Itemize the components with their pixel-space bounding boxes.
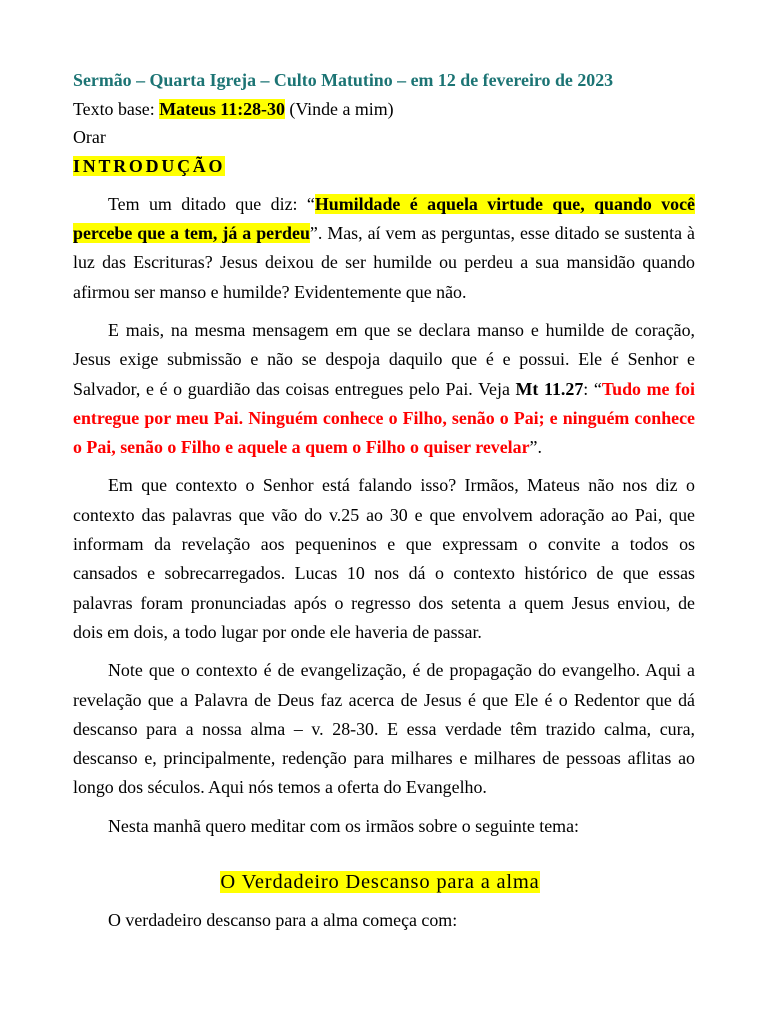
- paragraph-line: informam da revelação aos pequeninos e que expressam o convite a todos os: [73, 534, 695, 555]
- base-text-subtitle: (Vinde a mim): [284, 98, 394, 119]
- text-run: Tem um ditado que diz: “: [108, 193, 315, 214]
- intro-paragraph-4: [73, 656, 695, 802]
- section-title-line: [73, 152, 695, 181]
- paragraph-line: Em que contexto o Senhor está falando isso? Irmãos, Mateus não nos diz o: [108, 475, 695, 496]
- paragraph-line: dois em dois, a todo lugar por onde ele haveria de passar.: [73, 621, 482, 642]
- paragraph-line: luz das Escrituras? Jesus deixou de ser humilde ou perdeu a sua mansidão quando: [73, 252, 695, 273]
- paragraph-line: palavras foram pronunciadas após o regresso dos setenta a quem Jesus enviou, de: [73, 592, 695, 613]
- text-run: ”. Mas, aí vem as perguntas, esse ditado se sustenta à: [309, 223, 695, 244]
- document-page: [73, 66, 695, 935]
- base-text-label: Texto base:: [73, 98, 160, 119]
- intro-paragraph-5: [73, 812, 695, 841]
- base-text-reference: Mateus 11:28-30: [159, 98, 285, 119]
- base-text-line: [73, 95, 695, 124]
- paragraph-line: cansados e sobrecarregados. Lucas 10 nos dá o contexto histórico de que essas: [73, 563, 695, 584]
- scripture-quote: Tudo me foi: [601, 378, 695, 399]
- paragraph-line: longo dos séculos. Aqui nós temos a oferta do Evangelho.: [73, 777, 487, 798]
- paragraph-line: [73, 404, 695, 433]
- highlighted-quote: Humildade é aquela virtude que, quando você: [314, 193, 696, 214]
- text-run: : “: [583, 378, 602, 399]
- sermon-title: Sermão – Quarta Igreja – Culto Matutino – em 12 de fevereiro de 2023: [73, 70, 614, 90]
- paragraph-line: descanso e, principalmente, redenção para milhares e milhares de pessoas aflitas ao: [73, 748, 695, 769]
- text-run: Salvador, e é o guardião das coisas entregues pelo Pai. Veja: [73, 378, 516, 399]
- prayer-note: Orar: [73, 127, 106, 148]
- scripture-quote: o Pai, senão o Filho e aquele a quem o Filho o quiser revelar: [73, 437, 530, 458]
- paragraph-line: O verdadeiro descanso para a alma começa com:: [108, 910, 458, 931]
- intro-paragraph-3: [73, 471, 695, 647]
- paragraph-line: [73, 375, 695, 404]
- scripture-reference: Mt 11.27: [515, 378, 584, 399]
- paragraph-line: E mais, na mesma mensagem em que se declara manso e humilde de coração,: [108, 320, 695, 340]
- sermon-theme: O Verdadeiro Descanso para a alma: [220, 871, 540, 894]
- after-theme-paragraph: [73, 906, 695, 935]
- paragraph-line: contexto das palavras que vão do v.25 ao 30 e que envolvem adoração ao Pai, que: [73, 504, 695, 525]
- highlighted-quote: percebe que a tem, já a perdeu: [73, 223, 310, 244]
- intro-paragraph-1: [73, 190, 695, 307]
- scripture-quote: entregue por meu Pai. Ninguém conhece o Filho, senão o Pai; e ninguém conhece: [73, 407, 695, 428]
- paragraph-line: Jesus exige submissão e não se despoja daquilo que é e possui. Ele é Senhor e: [73, 349, 695, 370]
- paragraph-line: [73, 190, 695, 219]
- paragraph-line: Note que o contexto é de evangelização, é de propagação do evangelho. Aqui a: [108, 660, 695, 681]
- paragraph-line: [73, 433, 695, 462]
- paragraph-line: Nesta manhã quero meditar com os irmãos sobre o seguinte tema:: [108, 815, 579, 836]
- text-run: ”.: [529, 437, 542, 458]
- paragraph-line: revelação que a Palavra de Deus faz acerca de Jesus é que Ele é o Redentor que dá: [73, 689, 695, 710]
- section-title: INTRODUÇÃO: [73, 156, 226, 177]
- paragraph-line: afirmou ser manso e humilde? Evidentemente que não.: [73, 281, 467, 302]
- sermon-theme-heading: [73, 867, 695, 897]
- intro-paragraph-2: [73, 316, 695, 462]
- paragraph-line: [73, 219, 695, 248]
- paragraph-line: descanso para a nossa alma – v. 28-30. E essa verdade têm trazido calma, cura,: [73, 718, 695, 739]
